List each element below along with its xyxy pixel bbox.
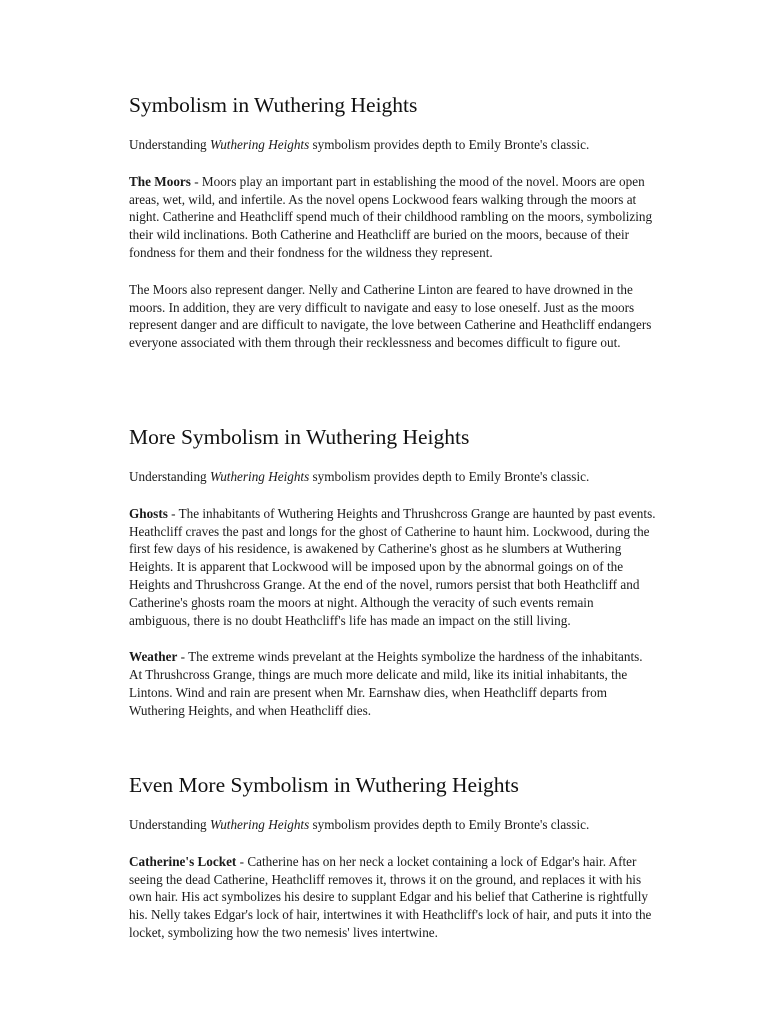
term-label: Ghosts: [129, 505, 168, 521]
paragraph-text: - The inhabitants of Wuthering Heights and Thrushcross Grange are haunted by past events. Heathcliff craves the past and longs for the ghost of Catherine to haunt him. Lockwood, during the first few days of his residence, is awakened by Catherine's ghost as he slumbers at Wuthering Heights. It is apparent that Lockwood will be imposed upon by the abnormal goings on of the Heights and Thrushcross Grange. At the end of the novel, rumors persist that both Heathcliff and Catherine's ghosts roam the moors at night. Although the veracity of such events remain ambiguous, there is no doubt Heathcliff's life has made an impact on the still living.: [129, 505, 656, 628]
section-symbolism: [129, 92, 658, 352]
paragraph-moors-danger: [129, 281, 658, 352]
section-intro: [129, 468, 658, 486]
intro-text: symbolism provides depth to Emily Bronte's classic.: [309, 137, 590, 152]
book-title: Wuthering Heights: [209, 137, 310, 152]
intro-text: symbolism provides depth to Emily Bronte's classic.: [309, 469, 590, 484]
intro-text: symbolism provides depth to Emily Bronte's classic.: [309, 817, 590, 832]
term-label: The Moors: [129, 173, 191, 189]
intro-text: Understanding: [129, 469, 210, 484]
section-intro: [129, 136, 658, 154]
book-title: Wuthering Heights: [209, 817, 310, 832]
section-intro: [129, 816, 658, 834]
paragraph-weather: [129, 648, 658, 719]
section-heading: More Symbolism in Wuthering Heights: [129, 425, 470, 449]
section-heading: Symbolism in Wuthering Heights: [129, 93, 418, 117]
term-label: Weather: [129, 649, 178, 665]
intro-text: Understanding: [129, 137, 210, 152]
section-even-more-symbolism: [129, 772, 658, 942]
section-more-symbolism: [129, 424, 658, 720]
paragraph-text: - Moors play an important part in establishing the mood of the novel. Moors are open areas, wet, wild, and infertile. As the novel opens Lockwood fears walking through the moors at night. Catherine and Heathcliff spend much of their childhood rambling on the moors, symbolizing their wild inclinations. Both Catherine and Heathcliff are buried on the moors, because of their fondness for them and their fondness for the wildness they represent.: [129, 173, 653, 260]
paragraph-text: - Catherine has on her neck a locket containing a lock of Edgar's hair. After seeing the dead Catherine, Heathcliff removes it, throws it on the ground, and replaces it with his own hair. His act symbolizes his desire to supplant Edgar and his belief that Catherine is rightfully his. Nelly takes Edgar's lock of hair, intertwines it with Heathcliff's lock of hair, and puts it into the locket, symbolizing how the two nemesis' lives intertwine.: [129, 853, 652, 940]
paragraph-ghosts: [129, 505, 658, 630]
book-title: Wuthering Heights: [209, 469, 310, 484]
intro-text: Understanding: [129, 817, 210, 832]
paragraph-locket: [129, 853, 658, 942]
paragraph-moors: [129, 173, 658, 262]
paragraph-text: - The extreme winds prevelant at the Heights symbolize the hardness of the inhabitants. At Thrushcross Grange, things are much more delicate and mild, like its initial inhabitants, the Lintons. Wind and rain are present when Mr. Earnshaw dies, when Heathcliff departs from Wuthering Heights, and when Heathcliff dies.: [129, 649, 643, 718]
section-heading: Even More Symbolism in Wuthering Heights: [129, 773, 519, 797]
term-label: Catherine's Locket: [129, 853, 237, 869]
paragraph-text: The Moors also represent danger. Nelly and Catherine Linton are feared to have drowned in the moors. In addition, they are very difficult to navigate and easy to lose oneself. Just as the moors represent danger and are difficult to navigate, the love between Catherine and Heathcliff endangers everyone associated with them through their recklessness and becomes difficult to figure out.: [129, 281, 652, 351]
